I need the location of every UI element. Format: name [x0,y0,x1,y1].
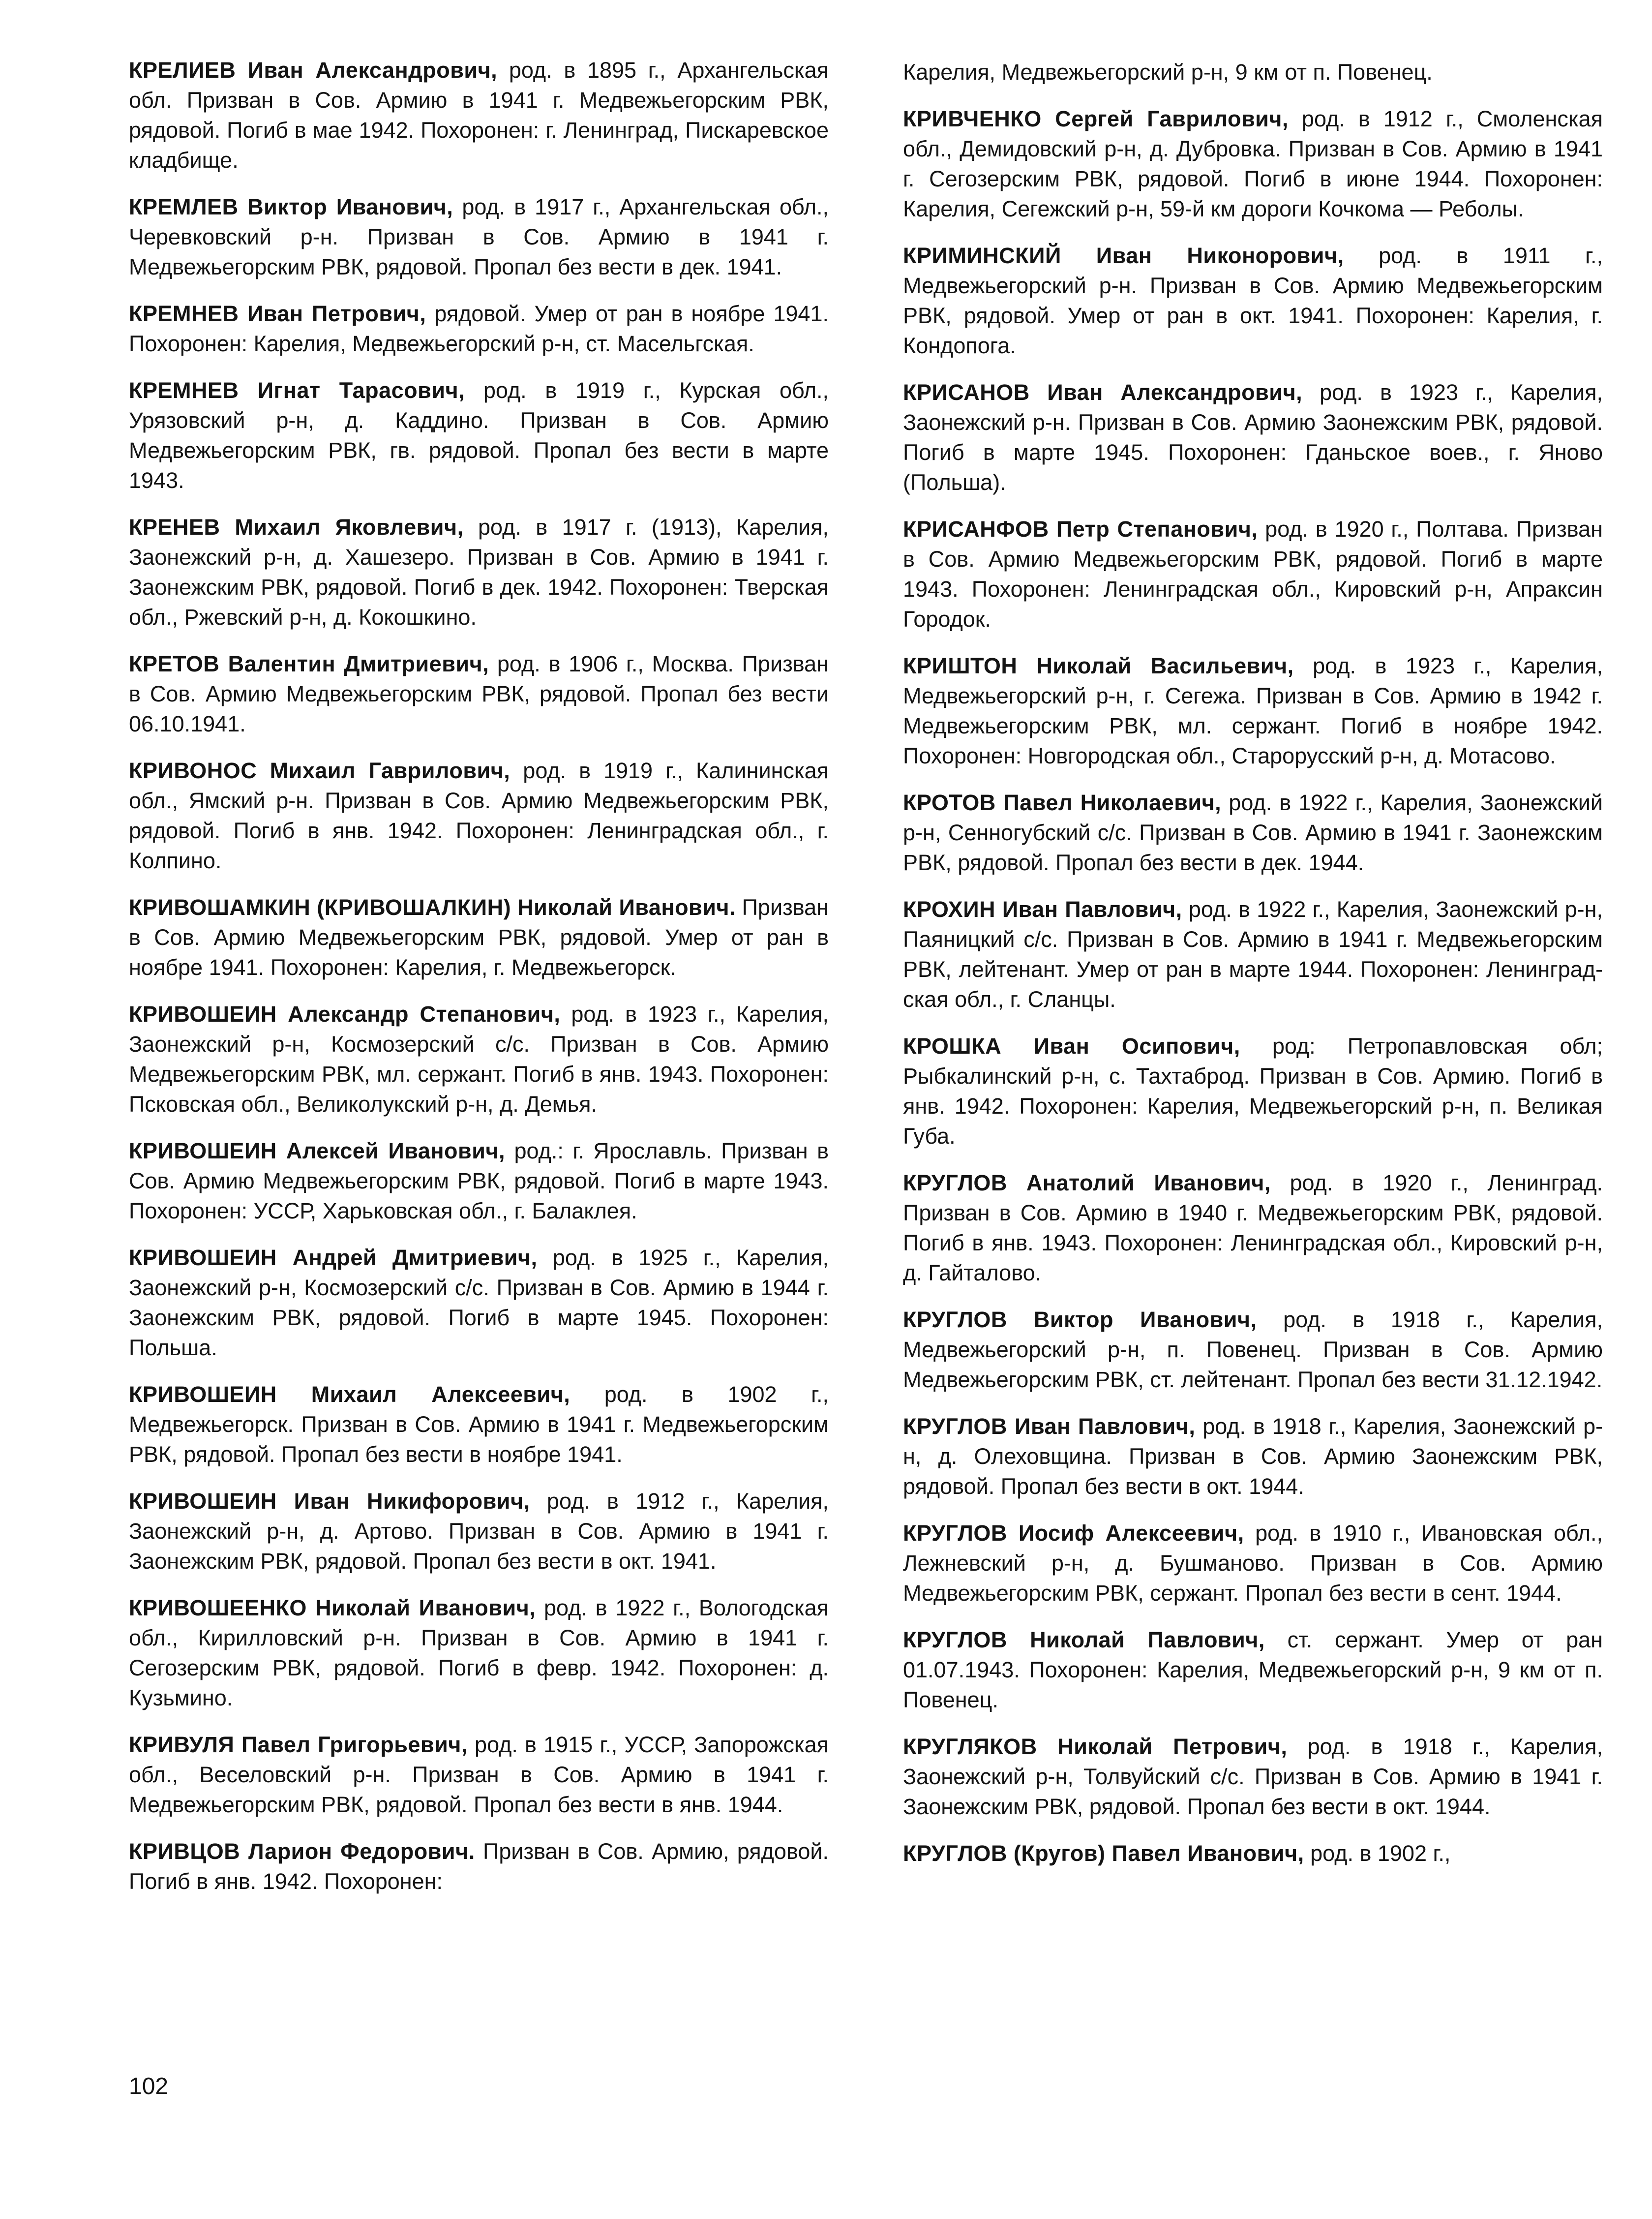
entry-name: КРИВОШЕИН Михаил Алексеевич, [129,1382,571,1407]
entry-text: род. в 1912 г., Карелия, Заонежский р-н, д. Артово. Призван в Сов. Армию в 1941 г. Заонежским РВК, рядовой. Пропал без вести в окт. 1941. [129,1489,829,1574]
entry-name: КРИВОНОС Михаил Гаврилович, [129,758,511,783]
entry-name: КРОШКА Иван Осипович, [903,1034,1240,1059]
left-column [129,55,829,1913]
entry-name: КРУГЛОВ Иван Павлович, [903,1414,1196,1439]
entry [903,894,1603,1014]
entry [903,1031,1603,1151]
entry-name: КРОХИН Иван Павлович, [903,897,1182,922]
entry [903,1305,1603,1395]
entry-text: род. в 1917 г., Архангельская обл., Черевковский р-н. Призван в Сов. Армию в 1941 г. Медвежьегорским РВК, рядовой. Пропал без вести в дек. 1941. [129,194,829,279]
entry-name: КРЕМЛЕВ Виктор Иванович, [129,194,453,219]
entry [129,1136,829,1226]
entry [903,651,1603,771]
entry [903,788,1603,878]
entry-text: ст. сержант. Умер от ран 01.07.1943. Похоронен: Карелия, Медвежьегорский р-н, 9 км от п. Повенец. [903,1627,1603,1712]
entry-name: КРИСАНОВ Иван Александрович, [903,380,1303,405]
entry [129,649,829,739]
entry-name: КРЕНЕВ Михаил Яковлевич, [129,515,464,540]
entry-text: Карелия, Медвежьегорский р-н, 9 км от п. Повенец. [903,60,1433,85]
entry [903,1838,1603,1868]
entry-text: род. в 1911 г., Медвежьегорский р-н. Призван в Сов. Армию Медвежьегорским РВК, рядовой. Умер от ран в окт. 1941. Похоронен: Карелия, г. Кондопога. [903,243,1603,358]
entry [903,514,1603,634]
entry-name: КРУГЛОВ Николай Павлович, [903,1627,1265,1652]
entry-text: род. в 1925 г., Карелия, Заонежский р-н, Космозерский с/с. Призван в Сов. Армию в 1944 г. Заонежским РВК, рядовой. Погиб в марте 1945. Похоронен: Польша. [129,1245,829,1360]
entry-text: Призван в Сов. Армию Медвежьегорским РВК, рядовой. Умер от ран в ноябре 1941. Похоронен: Карелия, г. Медвежьегорск. [129,895,829,980]
entry [129,999,829,1119]
entry-name: КРИСАНФОВ Петр Степанович, [903,517,1258,542]
entry-name: КРОТОВ Павел Николаевич, [903,790,1222,815]
entry-text: род. в 1922 г., Карелия, Заонежский р-н, Паяницкий с/с. Призван в Сов. Армию в 1941 г. Медвежьегорским РВК, лейтенант. Умер от ран в марте 1944. Похоронен: Ленинградская обл., г. Сланцы. [903,897,1603,1012]
right-column [903,57,1603,1885]
entry [903,1411,1603,1501]
entry-name: КРЕТОВ Валентин Дмитриевич, [129,651,489,676]
entry-text: род. в 1920 г., Полтава. Призван в Сов. Армию Медвежьегорским РВК, рядовой. Погиб в марте 1943. Похоронен: Ленинградская обл., Кировский р-н, Апраксин Городок. [903,517,1603,632]
entry-name: КРИВОШАМКИН (КРИВОШАЛКИН) Николай Иванович. [129,895,736,920]
entry [903,1518,1603,1608]
entry-text: род. в 1910 г., Ивановская обл., Лежневский р-н, д. Бушманово. Призван в Сов. Армию Медвежьегорским РВК, сержант. Пропал без вести в сент. 1944. [903,1520,1603,1606]
entry [129,512,829,632]
entry [129,55,829,175]
entry-name: КРИВЦОВ Ларион Федорович. [129,1839,475,1864]
entry-name: КРИВОШЕИН Александр Степанович, [129,1002,561,1027]
entry-text: род: Петропавловская обл; Рыбкалинский р-н, с. Тахтаброд. Призван в Сов. Армию. Погиб в янв. 1942. Похоронен: Карелия, Медвежьегорский р-н, п. Великая Губа. [903,1034,1603,1149]
entry-name: КРИВОШЕИН Алексей Иванович, [129,1138,506,1163]
entry-name: КРЕМНЕВ Игнат Тарасович, [129,378,465,403]
entry [129,756,829,876]
entry-text: род. в 1919 г., Калининская обл., Ямский р-н. Призван в Сов. Армию Медвежьегорским РВК, рядовой. Погиб в янв. 1942. Похоронен: Ленинградская обл., г. Колпино. [129,758,829,873]
entry [903,377,1603,497]
entry [129,192,829,282]
entry-name: КРИМИНСКИЙ Иван Никонорович, [903,243,1344,268]
entry [129,1730,829,1820]
entry [903,104,1603,224]
entry-text: род. в 1917 г. (1913), Карелия, Заонежский р-н, д. Хашезеро. Призван в Сов. Армию в 1941 г. Заонежским РВК, рядовой. Погиб в дек. 1942. Похоронен: Тверская обл., Ржевский р-н, д. Кокошкино. [129,515,829,630]
entry [903,1732,1603,1822]
entry-name: КРЕЛИЕВ Иван Александрович, [129,58,498,83]
entry-text: род. в 1919 г., Курская обл., Урязовский р-н, д. Каддино. Призван в Сов. Армию Медвежьегорским РВК, гв. рядовой. Пропал без вести в марте 1943. [129,378,829,493]
entry-text: род. в 1923 г., Карелия, Заонежский р-н. Призван в Сов. Армию Заонежским РВК, рядовой. Погиб в марте 1945. Похоронен: Гданьское воев., г. Яново (Польша). [903,380,1603,495]
entry-name: КРУГЛОВ Анатолий Иванович, [903,1170,1271,1195]
entry-name: КРУГЛОВ Виктор Иванович, [903,1307,1257,1332]
entry-text: род. в 1920 г., Ленинград. Призван в Сов. Армию в 1940 г. Медвежьегорским РВК, рядовой. Погиб в янв. 1943. Похоронен: Ленинградская обл., Кировский р-н, д. Гайталово. [903,1170,1603,1285]
entry-text: род. в 1906 г., Москва. Призван в Сов. Армию Медвежьегорским РВК, рядовой. Пропал без вести 06.10.1941. [129,651,829,736]
entry-name: КРИШТОН Николай Васильевич, [903,653,1294,678]
entry-name: КРИВОШЕИН Иван Никифорович, [129,1489,530,1514]
entry-name: КРИВУЛЯ Павел Григорьевич, [129,1732,468,1757]
entry-text: род. в 1895 г., Архангельская обл. Призван в Сов. Армию в 1941 г. Медвежьегорским РВК, рядовой. Погиб в мае 1942. Похоронен: г. Ленинград, Пискаревское кладбище. [129,58,829,173]
entry [129,892,829,982]
entry-text: род. в 1923 г., Карелия, Заонежский р-н, Космозерский с/с. Призван в Сов. Армию Медвежьегорским РВК, мл. сержант. Погиб в янв. 1943. Похоронен: Псковская обл., Великолукский р-н, д. Демья. [129,1002,829,1117]
entry [903,1625,1603,1715]
entry-name: КРУГЛОВ Иосиф Алексеевич, [903,1520,1244,1546]
entry-name: КРИВОШЕЕНКО Николай Иванович, [129,1595,536,1620]
entry [903,57,1603,87]
entry [129,1836,829,1896]
entry-name: КРИВЧЕНКО Сергей Гаврилович, [903,106,1289,131]
entry-text: род. в 1918 г., Карелия, Заонежский р-н, Толвуйский с/с. Призван в Сов. Армию в 1941 г. Заонежским РВК, рядовой. Пропал без вести в окт. 1944. [903,1734,1603,1819]
entry-text: род.: г. Ярославль. Призван в Сов. Армию Медвежьегорским РВК, рядовой. Погиб в марте 1943. Похоронен: УССР, Харьковская обл., г. Балаклея. [129,1138,829,1223]
entry-name: КРУГЛОВ (Кругов) Павел Иванович, [903,1841,1304,1866]
entry-name: КРУГЛЯКОВ Николай Петрович, [903,1734,1288,1759]
entry-text: род. в 1922 г., Вологодская обл., Кирилловский р-н. Призван в Сов. Армию в 1941 г. Сегозерским РВК, рядовой. Погиб в февр. 1942. Похоронен: д. Кузьмино. [129,1595,829,1710]
entry [129,299,829,359]
page-number: 102 [129,2073,169,2099]
entry [129,1379,829,1469]
entry [129,1486,829,1576]
entry [903,1168,1603,1288]
entry-name: КРЕМНЕВ Иван Петрович, [129,301,426,326]
entry-text: род. в 1902 г., Медвежьегорск. Призван в Сов. Армию в 1941 г. Медвежьегорским РВК, рядовой. Пропал без вести в ноябре 1941. [129,1382,829,1467]
entry-text: род. в 1918 г., Карелия, Заонежский р-н, д. Олеховщина. Призван в Сов. Армию Заонежским РВК, рядовой. Пропал без вести в окт. 1944. [903,1414,1603,1499]
entry [903,241,1603,361]
entry [129,1243,829,1363]
entry [129,375,829,495]
entry-text: род. в 1923 г., Карелия, Медвежьегорский р-н, г. Сегежа. Призван в Сов. Армию в 1942 г. Медвежьегорским РВК, мл. сержант. Погиб в ноябре 1942. Похоронен: Новгородская обл., Старорусский р-н, д. Мотасово. [903,653,1603,768]
entry-text: род. в 1902 г., [1304,1841,1451,1866]
entry-text: род. в 1912 г., Смоленская обл., Демидовский р-н, д. Дубровка. Призван в Сов. Армию в 1941 г. Сегозерским РВК, рядовой. Погиб в июне 1944. Похоронен: Карелия, Сегежский р-н, 59-й км дороги Кочкома — Реболы. [903,106,1603,221]
entry-text: род. в 1918 г., Карелия, Медвежьегорский р-н, п. Повенец. Призван в Сов. Армию Медвежьегорским РВК, ст. лейтенант. Пропал без вести 31.12.1942. [903,1307,1603,1392]
entry-text: род. в 1915 г., УССР, Запорожская обл., Веселовский р-н. Призван в Сов. Армию в 1941 г. Медвежьегорским РВК, рядовой. Пропал без вести в янв. 1944. [129,1732,829,1817]
entry-name: КРИВОШЕИН Андрей Дмитриевич, [129,1245,538,1270]
entry-text: Призван в Сов. Армию, рядовой. Погиб в янв. 1942. Похоронен: [129,1839,829,1894]
entry-text: рядовой. Умер от ран в ноябре 1941. Похоронен: Карелия, Медвежьегорский р-н, ст. Масельгская. [129,301,829,356]
entry [129,1593,829,1713]
entry-text: род. в 1922 г., Карелия, Заонежский р-н, Сенногубский с/с. Призван в Сов. Армию в 1941 г. Заонежским РВК, рядовой. Пропал без вести в дек. 1944. [903,790,1603,875]
